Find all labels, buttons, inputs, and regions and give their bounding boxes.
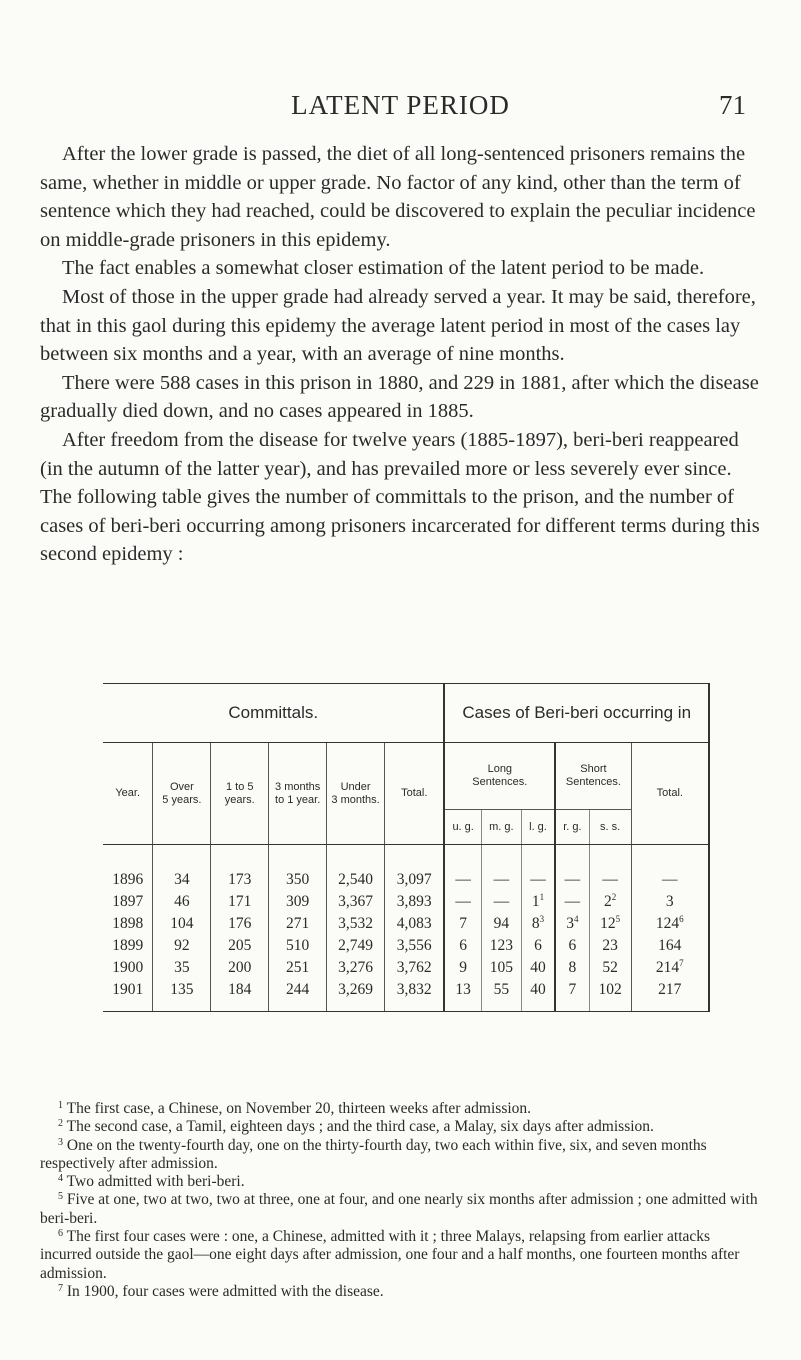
col-long: Long Sentences. [444, 743, 555, 810]
cell-three-to-twelve: 251 [269, 957, 327, 979]
footnote-mark: 3 [58, 1136, 63, 1148]
cell-over5: 34 [153, 845, 211, 892]
col-under3: Under 3 months. [327, 743, 385, 845]
footnote-mark: 1 [58, 1100, 63, 1111]
cell-total: 3,097 [385, 845, 445, 892]
cell-one-to-five: 171 [211, 891, 269, 913]
cell-rg: $3^4$ [555, 913, 589, 935]
footnote-text: Two admitted with beri-beri. [66, 1173, 245, 1191]
col-ug: u. g. [444, 810, 481, 845]
running-head: LATENT PERIOD [291, 90, 510, 120]
footnote-mark: 5 [58, 1191, 63, 1203]
col-lg: l. g. [521, 810, 555, 845]
cell-cases-total: 217 [631, 979, 709, 1012]
cell-ug: 7 [444, 913, 481, 935]
col-year: Year. [103, 743, 153, 845]
footnote [40, 1191, 760, 1228]
footnote-text: The second case, a Tamil, eighteen days ; and the third case, a Malay, six days after admission. [66, 1118, 654, 1136]
cell-ug: 9 [444, 957, 481, 979]
cell-over5: 104 [153, 913, 211, 935]
footnote-ref: 5 [615, 914, 621, 924]
cell-cases-total: $214^7$ [631, 957, 709, 979]
footnote-text: The first case, a Chinese, on November 20, thirteen weeks after admission. [66, 1100, 532, 1117]
paragraph: There were 588 cases in this prison in 1880, and 229 in 1881, after which the disease gradually died down, and no cases appeared in 1885. [40, 371, 759, 423]
cell-rg: 8 [555, 957, 589, 979]
cell-ss: $12^5$ [589, 913, 631, 935]
footnote-ref: 2 [611, 892, 617, 902]
footnote [40, 1228, 760, 1283]
cell-lg: — [521, 845, 555, 892]
cell-total: 3,762 [385, 957, 445, 979]
cell-year: 1901 [103, 979, 153, 1012]
body-text [40, 140, 760, 569]
footnote-ref: 1 [539, 892, 545, 902]
col-mg: m. g. [481, 810, 521, 845]
page-header [0, 90, 801, 130]
footnote-text: Five at one, two at two, two at three, one at four, and one nearly six months after admission ; one admitted with beri-beri. [40, 1191, 758, 1227]
table-row [103, 891, 709, 913]
paragraph: The fact enables a somewhat closer estimation of the latent period to be made. [62, 257, 705, 280]
cell-three-to-twelve: 244 [269, 979, 327, 1012]
footnote-mark: 6 [58, 1228, 63, 1240]
cell-cases-total: — [631, 845, 709, 892]
cell-mg: 105 [481, 957, 521, 979]
col-rg: r. g. [555, 810, 589, 845]
committals-header: Committals. [103, 684, 444, 743]
table-row [103, 935, 709, 957]
footnote-mark: 2 [58, 1118, 63, 1130]
cell-ug: 6 [444, 935, 481, 957]
cell-ss: — [589, 845, 631, 892]
col-total: Total. [385, 743, 445, 845]
cell-ss: 52 [589, 957, 631, 979]
cell-three-to-twelve: 309 [269, 891, 327, 913]
cell-lg: $8^3$ [521, 913, 555, 935]
paragraph: After the lower grade is passed, the diet of all long-sentenced prisoners remains the same, whether in middle or upper grade. No factor of any kind, other than the term of sentence which they had reached, could be discovered to explain the peculiar incidence on middle-grade prisoners in this epidemy. [40, 143, 756, 251]
cell-year: 1900 [112, 959, 144, 976]
cell-year: 1897 [112, 893, 144, 910]
footnote-text: The first four cases were : one, a Chinese, admitted with it ; three Malays, relapsing from earlier attacks incurred outside the gaol—one eight days after admission, one four and a half months, one fourteen months after admission. [40, 1228, 740, 1282]
cell-ug: 13 [444, 979, 481, 1012]
cell-under3: 3,532 [327, 913, 385, 935]
cell-lg: 40 [521, 957, 555, 979]
cell-three-to-twelve: 350 [269, 845, 327, 892]
cell-rg: — [555, 845, 589, 892]
cell-ss: 102 [589, 979, 631, 1012]
cell-one-to-five: 176 [211, 913, 269, 935]
paragraph: Most of those in the upper grade had already served a year. It may be said, therefore, that in this gaol during this epidemy the average latent period in most of the cases lay between six months and a year, with an average of nine months. [40, 285, 756, 366]
cell-three-to-twelve: 271 [269, 913, 327, 935]
cell-mg: 94 [481, 913, 521, 935]
cell-mg: 55 [481, 979, 521, 1012]
footnote [40, 1173, 760, 1191]
cell-mg: — [481, 891, 521, 913]
cell-year: 1899 [112, 937, 144, 954]
footnote [40, 1137, 760, 1174]
cell-ss: 23 [589, 935, 631, 957]
footnote-mark: 7 [58, 1282, 63, 1294]
table-row [103, 913, 709, 935]
page-number: 71 [719, 90, 746, 120]
cell-over5: 46 [153, 891, 211, 913]
cell-ug: — [444, 845, 481, 892]
cases-header: Cases of Beri-beri occurring in [444, 684, 709, 743]
footnote [40, 1100, 760, 1118]
cell-total: 3,893 [385, 891, 445, 913]
cell-year: 1896 [112, 871, 144, 888]
cell-mg: 123 [481, 935, 521, 957]
cell-under3: 3,269 [327, 979, 385, 1012]
cell-over5: 35 [153, 957, 211, 979]
cell-rg: — [555, 891, 589, 913]
cell-total: 3,556 [385, 935, 445, 957]
footnote-text: In 1900, four cases were admitted with the disease. [66, 1282, 384, 1300]
col-3months: 3 months to 1 year. [269, 743, 327, 845]
committals-table [103, 683, 710, 1012]
cell-rg: 6 [555, 935, 589, 957]
cell-ss: $2^2$ [589, 891, 631, 913]
footnote-ref: 4 [574, 914, 579, 924]
cell-cases-total: $124^6$ [631, 913, 709, 935]
cell-total: 4,083 [385, 913, 445, 935]
footnote-ref: 7 [679, 958, 684, 968]
cell-total: 3,832 [385, 979, 445, 1012]
cell-one-to-five: 184 [211, 979, 269, 1012]
cell-one-to-five: 205 [211, 935, 269, 957]
cell-cases-total: 164 [631, 935, 709, 957]
cell-under3: 2,540 [327, 845, 385, 892]
cell-year: 1898 [112, 915, 144, 932]
footnote-ref: 3 [539, 914, 545, 924]
table-row [103, 957, 709, 979]
col-ss: s. s. [589, 810, 631, 845]
footnote-mark: 4 [58, 1173, 63, 1185]
cell-three-to-twelve: 510 [269, 935, 327, 957]
footnote-text: One on the twenty-fourth day, one on the thirty-fourth day, two each within five, six, and seven months respectively after admission. [40, 1136, 707, 1172]
col-cases-total: Total. [631, 743, 709, 845]
cell-under3: 3,367 [327, 891, 385, 913]
cell-lg: $1^1$ [521, 891, 555, 913]
cell-rg: 7 [555, 979, 589, 1012]
cell-over5: 135 [153, 979, 211, 1012]
footnote-ref: 6 [679, 914, 684, 924]
footnote [40, 1283, 760, 1301]
cell-lg: 40 [521, 979, 555, 1012]
footnote [40, 1118, 760, 1136]
cell-under3: 2,749 [327, 935, 385, 957]
footnotes [40, 1100, 760, 1301]
col-over5: Over 5 years. [153, 743, 211, 845]
cell-lg: 6 [521, 935, 555, 957]
cell-one-to-five: 173 [211, 845, 269, 892]
col-short: Short Sentences. [555, 743, 631, 810]
table-row [103, 845, 709, 892]
table-row [103, 979, 709, 1012]
cell-one-to-five: 200 [211, 957, 269, 979]
cell-under3: 3,276 [327, 957, 385, 979]
cell-mg: — [481, 845, 521, 892]
cell-ug: — [444, 891, 481, 913]
col-1to5: 1 to 5 years. [211, 743, 269, 845]
paragraph: After freedom from the disease for twelve years (1885-1897), beri-beri reappeared (in the autumn of the latter year), and has prevailed more or less severely ever since. The following table gives the number of committals to the prison, and the number of cases of beri-beri occurring among prisoners incarcerated for different terms during this second epidemy : [40, 428, 760, 566]
cell-over5: 92 [153, 935, 211, 957]
cell-cases-total: 3 [631, 891, 709, 913]
